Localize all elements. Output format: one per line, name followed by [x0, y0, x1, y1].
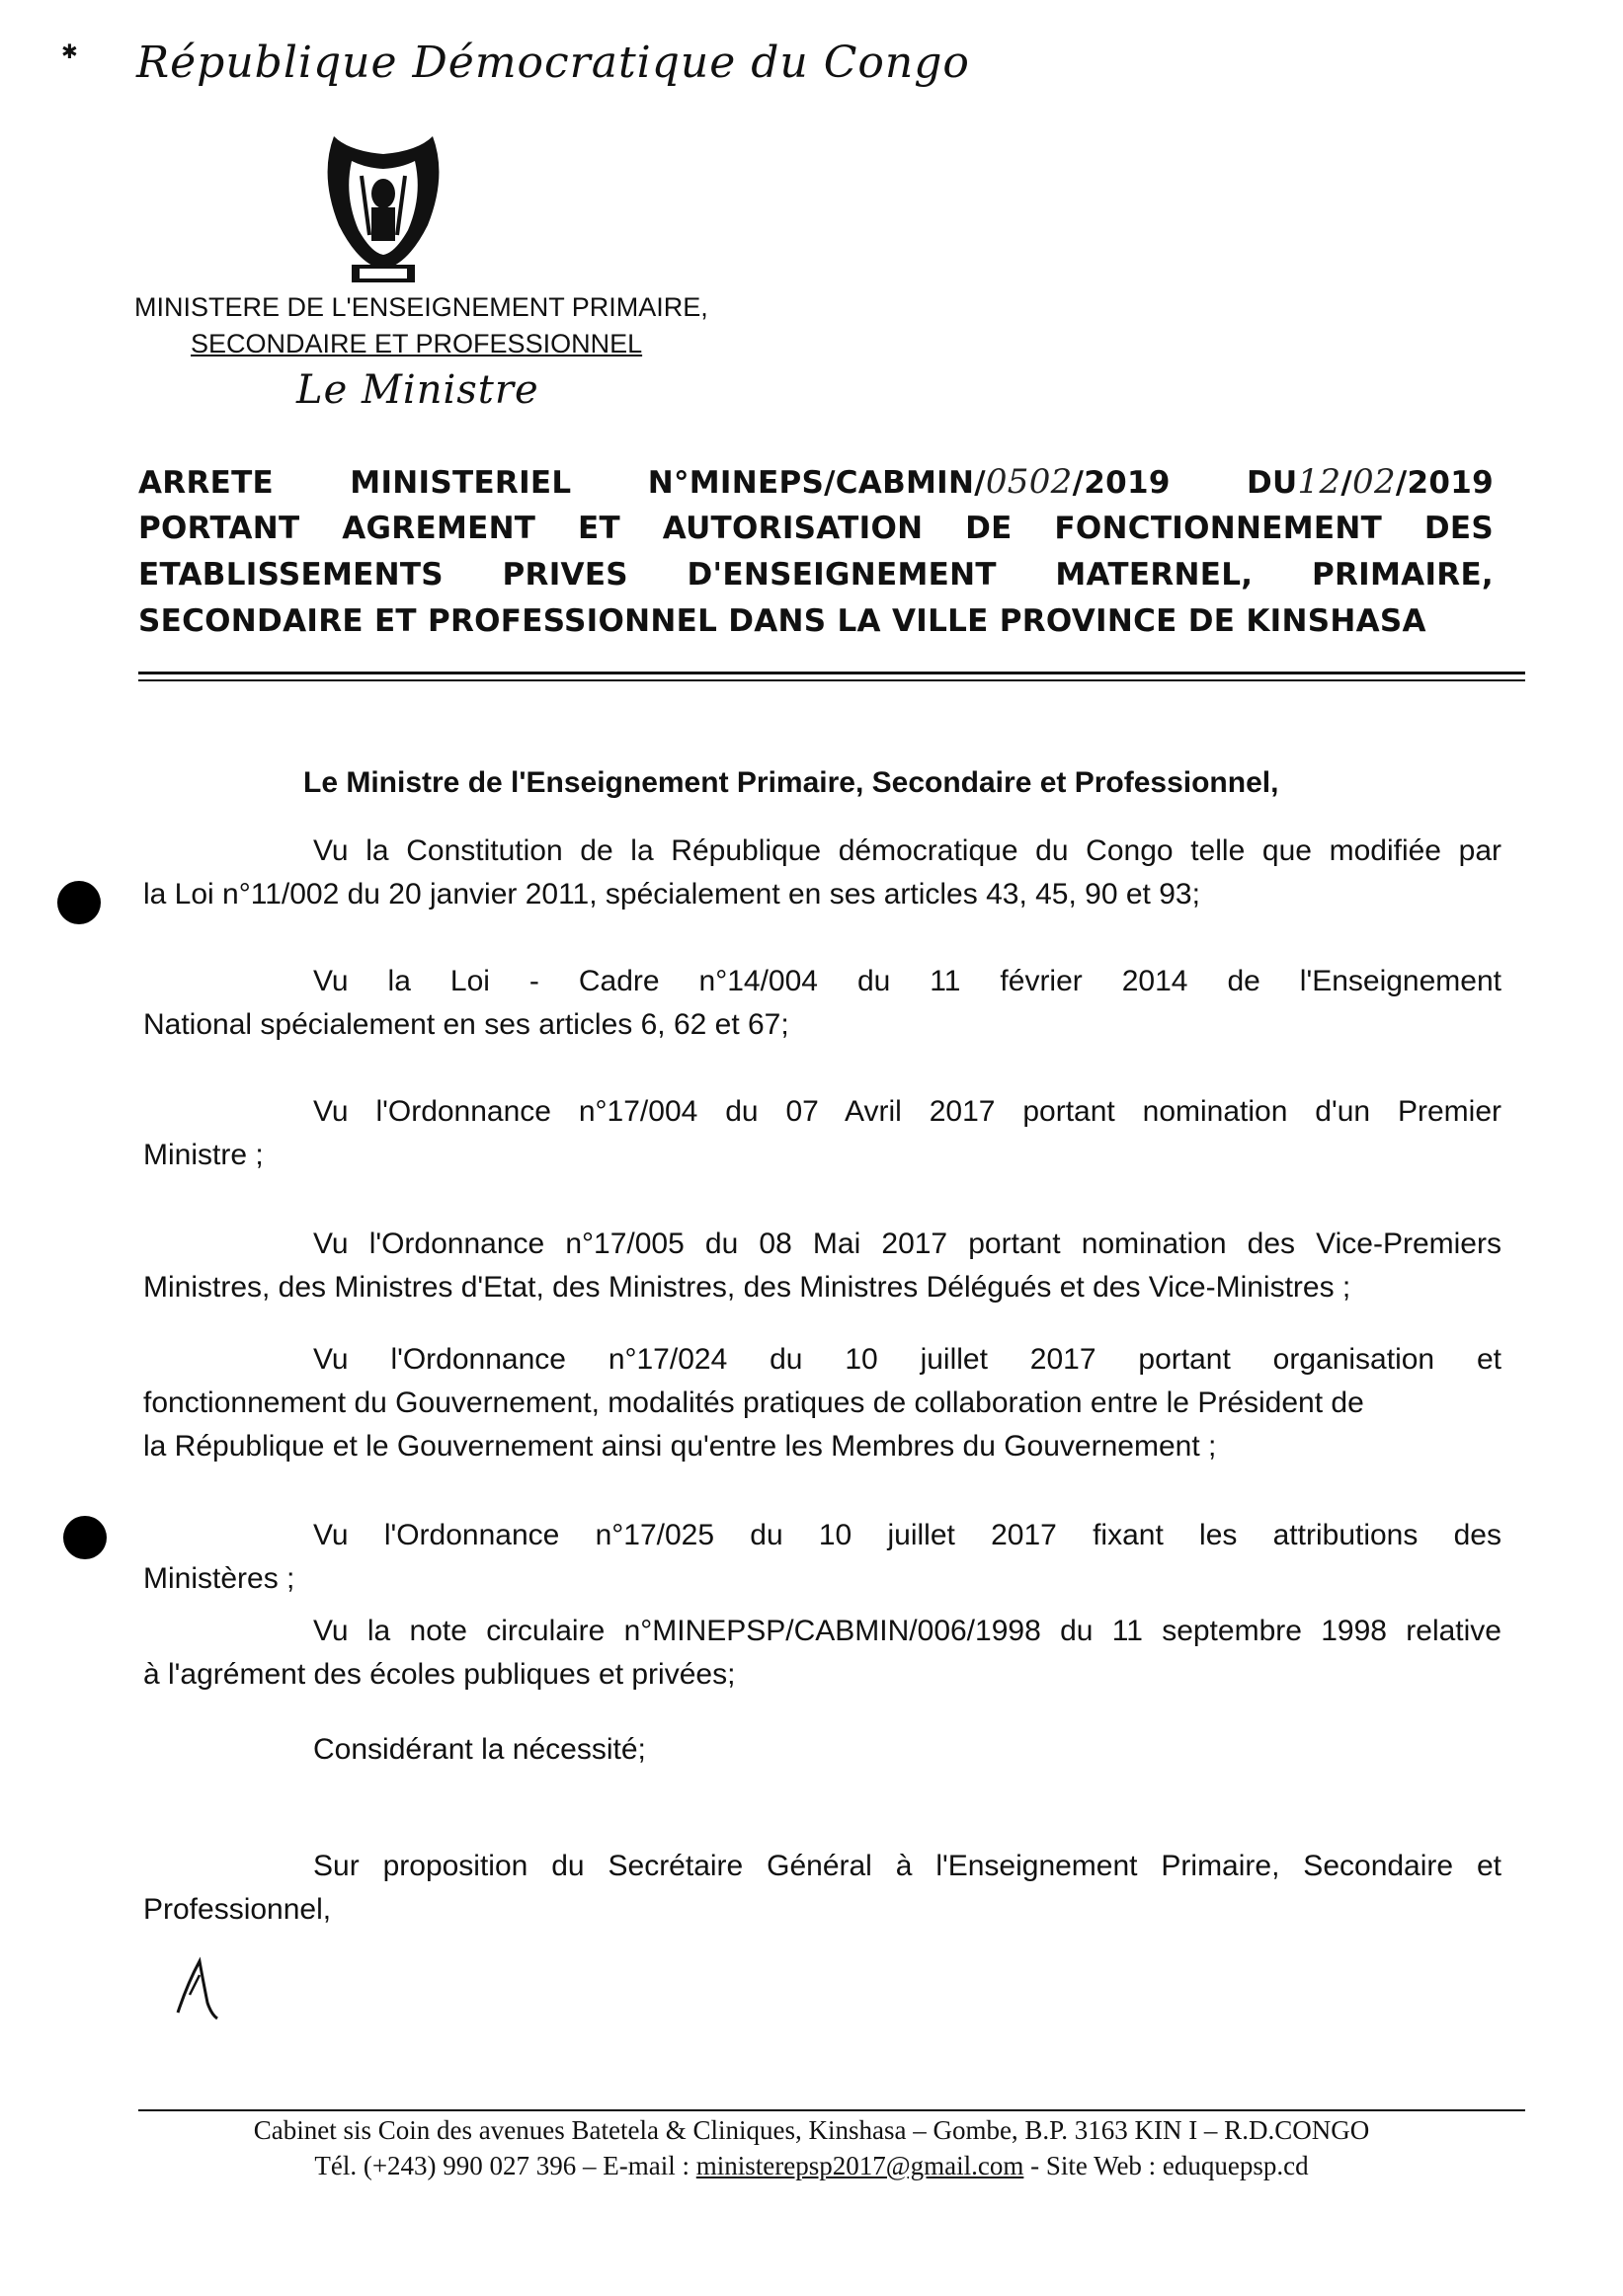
title-divider-top	[138, 672, 1525, 674]
paragraph-line: Ministères ;	[143, 1562, 295, 1595]
paragraph-line: Vu l'Ordonnance n°17/025 du 10 juillet 2017 fixant les attributions des	[313, 1519, 1501, 1551]
paragraph-line: Vu la Constitution de la République démocratique du Congo telle que modifiée par	[313, 834, 1501, 867]
punch-hole-icon	[57, 881, 101, 924]
ministry-name-line1: MINISTERE DE L'ENSEIGNEMENT PRIMAIRE,	[134, 292, 708, 322]
coat-of-arms-emblem-icon	[314, 117, 452, 286]
decree-title-line4: SECONDAIRE ET PROFESSIONNEL DANS LA VILLE PROVINCE DE KINSHASA	[138, 603, 1426, 639]
footer-divider	[138, 2109, 1525, 2111]
republic-heading: République Démocratique du Congo	[136, 38, 970, 88]
decree-year: /2019	[1072, 465, 1171, 501]
handwritten-decree-number: 0502	[985, 462, 1073, 502]
handwritten-day: 12	[1297, 462, 1341, 502]
decree-number-prefix: ARRETE MINISTERIEL N°MINEPS/CABMIN/	[138, 465, 986, 501]
handwritten-initial-icon	[170, 1953, 229, 2022]
minister-intro: Le Ministre de l'Enseignement Primaire, Secondaire et Professionnel,	[303, 766, 1279, 799]
punch-hole-icon	[63, 1516, 107, 1559]
title-divider-bottom	[138, 679, 1525, 681]
footer-email-link[interactable]: ministerepsp2017@gmail.com	[695, 2151, 1024, 2180]
vu-constitution-paragraph	[143, 830, 1501, 916]
decree-title-line1	[138, 460, 1494, 505]
ministry-name-line2: SECONDAIRE ET PROFESSIONNEL	[191, 329, 643, 358]
vu-ordonnance-004-paragraph	[143, 1090, 1501, 1177]
paragraph-line: la République et le Gouvernement ainsi qu'entre les Membres du Gouvernement ;	[143, 1430, 1217, 1463]
paragraph-line: à l'agrément des écoles publiques et privées;	[143, 1658, 736, 1691]
paragraph-line: Vu l'Ordonnance n°17/024 du 10 juillet 2017 portant organisation et	[313, 1343, 1501, 1376]
paragraph-line: Professionnel,	[143, 1893, 332, 1926]
decree-title-line3: ETABLISSEMENTS PRIVES D'ENSEIGNEMENT MATERNEL, PRIMAIRE,	[138, 557, 1494, 593]
paragraph-line: Sur proposition du Secrétaire Général à l'Enseignement Primaire, Secondaire et	[313, 1850, 1501, 1882]
paragraph-line: National spécialement en ses articles 6, 62 et 67;	[143, 1008, 789, 1041]
vu-ordonnance-005-paragraph	[143, 1223, 1501, 1309]
sur-proposition-paragraph	[143, 1845, 1501, 1932]
le-ministre-signature-heading: Le Ministre	[296, 367, 539, 413]
decree-title-line2: PORTANT AGREMENT ET AUTORISATION DE FONCTIONNEMENT DES	[138, 511, 1494, 546]
paragraph-line: Ministres, des Ministres d'Etat, des Ministres, des Ministres Délégués et des Vice-Ministres ;	[143, 1271, 1351, 1304]
paragraph-line: Vu l'Ordonnance n°17/004 du 07 Avril 2017 portant nomination d'un Premier	[313, 1095, 1501, 1128]
handwritten-month: 02	[1352, 462, 1396, 502]
paragraph-line: la Loi n°11/002 du 20 janvier 2011, spécialement en ses articles 43, 45, 90 et 93;	[143, 878, 1200, 910]
footer-website: - Site Web : eduquepsp.cd	[1023, 2151, 1309, 2180]
footer-contact	[0, 2151, 1623, 2181]
decree-date-du: DU	[1247, 465, 1298, 501]
considerant-paragraph	[143, 1728, 1501, 1772]
vu-ordonnance-024-paragraph	[143, 1338, 1501, 1468]
decree-date-year: /2019	[1395, 465, 1494, 501]
footer-address: Cabinet sis Coin des avenues Batetela & Cliniques, Kinshasa – Gombe, B.P. 3163 KIN I – R.D.CONGO	[253, 2115, 1370, 2145]
scan-mark-icon: ✱	[61, 41, 78, 63]
paragraph-line: Ministre ;	[143, 1139, 264, 1171]
paragraph-line: Vu la note circulaire n°MINEPSP/CABMIN/006/1998 du 11 septembre 1998 relative	[313, 1615, 1501, 1647]
paragraph-line: Vu la Loi - Cadre n°14/004 du 11 février 2014 de l'Enseignement	[313, 965, 1501, 997]
footer-telephone: Tél. (+243) 990 027 396 – E-mail :	[314, 2151, 696, 2180]
date-separator: /	[1340, 465, 1353, 501]
vu-loi-cadre-paragraph	[143, 960, 1501, 1047]
paragraph-line: Vu l'Ordonnance n°17/005 du 08 Mai 2017 portant nomination des Vice-Premiers	[313, 1227, 1501, 1260]
vu-note-circulaire-paragraph	[143, 1610, 1501, 1697]
paragraph-line: Considérant la nécessité;	[313, 1733, 646, 1766]
paragraph-line: fonctionnement du Gouvernement, modalités pratiques de collaboration entre le Président de	[143, 1386, 1364, 1419]
vu-ordonnance-025-paragraph	[143, 1514, 1501, 1601]
